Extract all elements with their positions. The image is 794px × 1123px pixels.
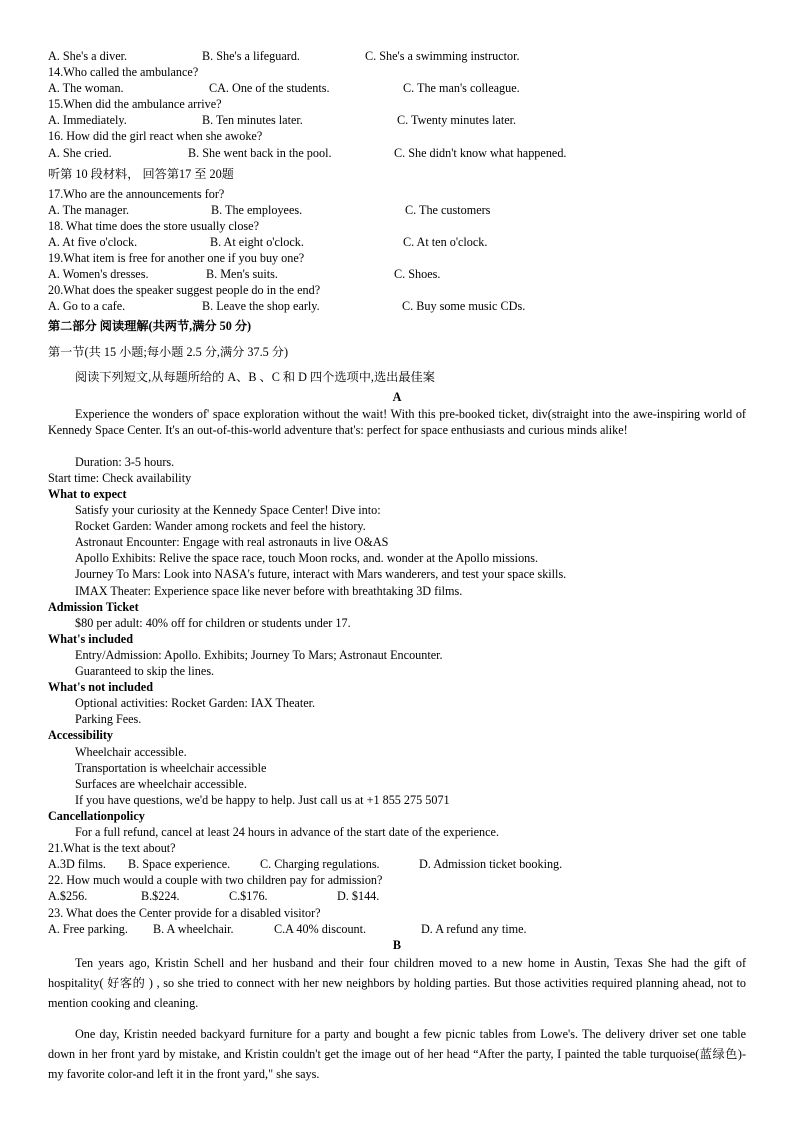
- cancellation-heading: Cancellationpolicy: [48, 809, 145, 823]
- included-line: Entry/Admission: Apollo. Exhibits; Journey To Mars; Astronaut Encounter.: [75, 648, 443, 662]
- duration: Duration: 3-5 hours.: [75, 455, 175, 469]
- expect-line: Journey To Mars: Look into NASA's future, interact with Mars wanderers, and test your space skills.: [75, 567, 567, 581]
- q22-option-b: B.$224.: [141, 889, 180, 903]
- q17-stem: 17.Who are the announcements for?: [48, 187, 225, 201]
- q23-option-b: B. A wheelchair.: [153, 922, 234, 936]
- q17-option-a: A. The manager.: [48, 203, 129, 217]
- not-included-heading: What's not included: [48, 680, 153, 694]
- passage-b-letter: B: [392, 938, 402, 952]
- q15-option-a: A. Immediately.: [48, 113, 127, 127]
- q14-stem: 14.Who called the ambulance?: [48, 65, 199, 79]
- q19-option-b: B. Men's suits.: [206, 267, 278, 281]
- q15-option-c: C. Twenty minutes later.: [397, 113, 517, 127]
- q20-option-a: A. Go to a cafe.: [48, 299, 126, 313]
- q14-option-c: C. The man's colleague.: [403, 81, 520, 95]
- q21-option-a: A.3D films.: [48, 857, 106, 871]
- passage-a-intro: Experience the wonders of' space exploration without the wait! With this pre-booked ticket, div(straight into the awe-inspiring world of Kennedy Space Center. It's an out-of-this-world adventure that's: perfect for space enthusiasts and curious minds alike!: [48, 407, 746, 437]
- q22-option-a: A.$256.: [48, 889, 88, 903]
- expect-line: Rocket Garden: Wander among rockets and feel the history.: [75, 519, 366, 533]
- section-10-heading: 听第 10 段材料， 回答第17 至 20题: [48, 167, 234, 181]
- q20-option-b: B. Leave the shop early.: [202, 299, 320, 313]
- accessibility-line: Transportation is wheelchair accessible: [75, 761, 267, 775]
- q23-option-d: D. A refund any time.: [421, 922, 527, 936]
- q13-option-c: C. She's a swimming instructor.: [365, 49, 520, 63]
- passage-b-paragraph-2: One day, Kristin needed backyard furniture for a party and bought a few picnic tables from Lowe's. The delivery driver set one table down in her front yard by mistake, and Kristin couldn't get the image out of her head “After the party, I painted the table turquoise(蓝绿色)-my favorite color-and left it in the front yard," she says.: [48, 1027, 746, 1081]
- passage-a-letter: A: [392, 390, 402, 404]
- q16-option-b: B. She went back in the pool.: [188, 146, 332, 160]
- q21-option-c: C. Charging regulations.: [260, 857, 380, 871]
- q22-stem: 22. How much would a couple with two children pay for admission?: [48, 873, 383, 887]
- start-time: Start time: Check availability: [48, 471, 192, 485]
- accessibility-heading: Accessibility: [48, 728, 113, 742]
- expect-line: Satisfy your curiosity at the Kennedy Space Center! Dive into:: [75, 503, 381, 517]
- cancellation-line: For a full refund, cancel at least 24 hours in advance of the start date of the experience.: [75, 825, 500, 839]
- expect-line: Astronaut Encounter: Engage with real astronauts in live O&AS: [75, 535, 389, 549]
- expect-line: IMAX Theater: Experience space like never before with breathtaking 3D films.: [75, 584, 463, 598]
- expect-line: Apollo Exhibits: Relive the space race, touch Moon rocks, and. wonder at the Apollo missions.: [75, 551, 539, 565]
- q15-option-b: B. Ten minutes later.: [202, 113, 303, 127]
- section-1-title: 第一节(共 15 小题;每小题 2.5 分,满分 37.5 分): [48, 345, 289, 359]
- q14-option-a: A. The woman.: [48, 81, 124, 95]
- q18-option-b: B. At eight o'clock.: [210, 235, 304, 249]
- q20-stem: 20.What does the speaker suggest people do in the end?: [48, 283, 321, 297]
- q21-stem: 21.What is the text about?: [48, 841, 176, 855]
- q18-option-a: A. At five o'clock.: [48, 235, 138, 249]
- accessibility-line: Surfaces are wheelchair accessible.: [75, 777, 247, 791]
- q18-option-c: C. At ten o'clock.: [403, 235, 488, 249]
- included-line: Guaranteed to skip the lines.: [75, 664, 215, 678]
- q21-option-d: D. Admission ticket booking.: [419, 857, 563, 871]
- q14-option-b: CA. One of the students.: [209, 81, 330, 95]
- accessibility-line: Wheelchair accessible.: [75, 745, 187, 759]
- q18-stem: 18. What time does the store usually close?: [48, 219, 259, 233]
- q16-option-a: A. She cried.: [48, 146, 112, 160]
- q23-option-c: C.A 40% discount.: [274, 922, 367, 936]
- q19-option-a: A. Women's dresses.: [48, 267, 149, 281]
- q22-option-c: C.$176.: [229, 889, 268, 903]
- not-included-line: Optional activities: Rocket Garden: IAX Theater.: [75, 696, 316, 710]
- q23-option-a: A. Free parking.: [48, 922, 128, 936]
- q20-option-c: C. Buy some music CDs.: [402, 299, 526, 313]
- q22-option-d: D. $144.: [337, 889, 380, 903]
- q16-stem: 16. How did the girl react when she awoke?: [48, 129, 263, 143]
- not-included-line: Parking Fees.: [75, 712, 142, 726]
- q13-option-b: B. She's a lifeguard.: [202, 49, 300, 63]
- q21-option-b: B. Space experience.: [128, 857, 231, 871]
- admission-line: $80 per adult: 40% off for children or students under 17.: [75, 616, 351, 630]
- q19-option-c: C. Shoes.: [394, 267, 441, 281]
- q17-option-c: C. The customers: [405, 203, 491, 217]
- q23-stem: 23. What does the Center provide for a disabled visitor?: [48, 906, 321, 920]
- q16-option-c: C. She didn't know what happened.: [394, 146, 567, 160]
- expect-heading: What to expect: [48, 487, 127, 501]
- q13-option-a: A. She's a diver.: [48, 49, 128, 63]
- passage-b-paragraph-1: Ten years ago, Kristin Schell and her husband and their four children moved to a new home in Austin, Texas She had the gift of hospitality( 好客的 ) , so she tried to connect with her new neighbors by holding parties. But those activities required planning ahead, not to mention cooking and cleaning.: [48, 956, 746, 1010]
- q15-stem: 15.When did the ambulance arrive?: [48, 97, 222, 111]
- part-2-title: 第二部分 阅读理解(共两节,满分 50 分): [48, 319, 252, 333]
- admission-heading: Admission Ticket: [48, 600, 139, 614]
- accessibility-line: If you have questions, we'd be happy to help. Just call us at +1 855 275 5071: [75, 793, 450, 807]
- reading-instructions: 阅读下列短文,从每题所给的 A、B 、C 和 D 四个选项中,选出最佳案: [75, 370, 435, 384]
- included-heading: What's included: [48, 632, 133, 646]
- q17-option-b: B. The employees.: [211, 203, 303, 217]
- q19-stem: 19.What item is free for another one if you buy one?: [48, 251, 305, 265]
